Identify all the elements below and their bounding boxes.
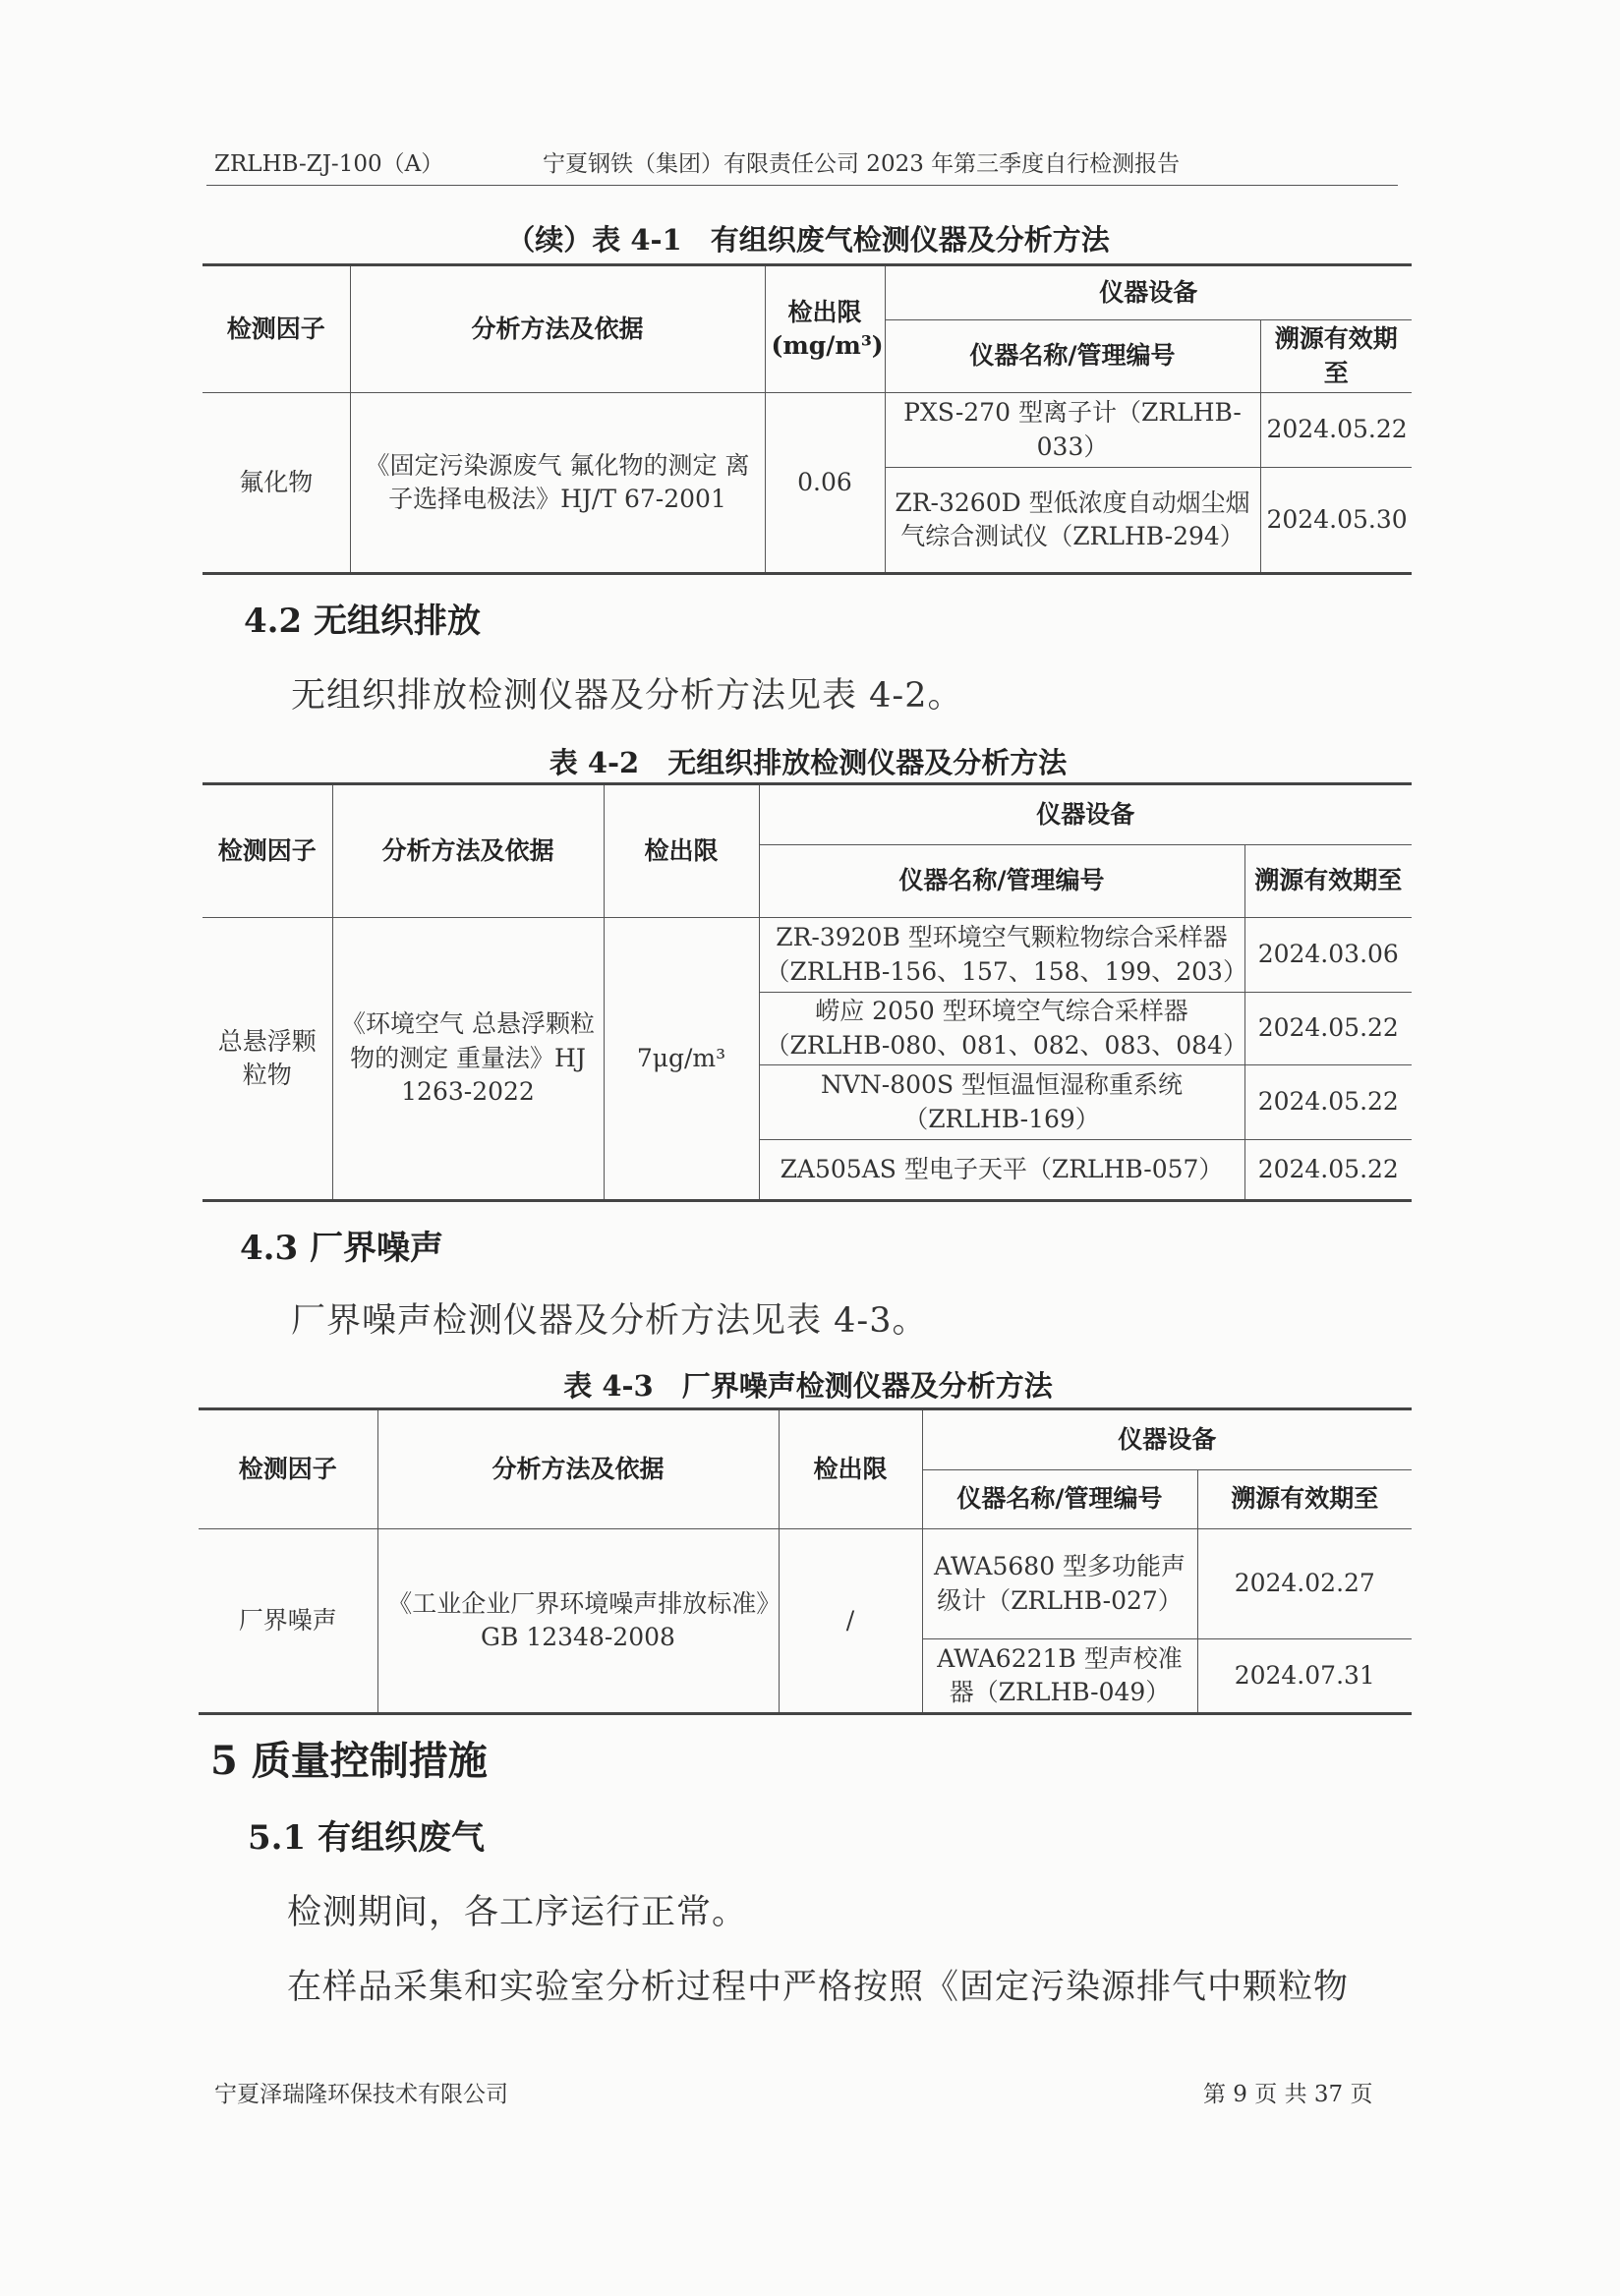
table-4-3-header-instrument: 仪器名称/管理编号: [922, 1470, 1197, 1529]
validity-cell: 2024.05.22: [1244, 993, 1412, 1065]
report-code: ZRLHB-ZJ-100（A）: [214, 151, 444, 177]
table-4-2-header-instrument: 仪器名称/管理编号: [759, 845, 1244, 918]
table-4-2-header-method: 分析方法及依据: [332, 784, 604, 918]
instrument-cell: ZA505AS 型电子天平（ZRLHB-057）: [759, 1140, 1244, 1201]
table-row: [202, 393, 1412, 468]
section-5-1-paragraph-1: 检测期间，各工序运行正常。: [287, 1893, 748, 1932]
factor-cell: 氟化物: [202, 393, 350, 574]
validity-cell: 2024.05.22: [1244, 1140, 1412, 1201]
footer-page-number: 第 9 页 共 37 页: [1203, 2082, 1373, 2107]
table-4-2-caption: 表 4-2 无组织排放检测仪器及分析方法: [549, 746, 1068, 779]
method-cell: 《工业企业厂界环境噪声排放标准》GB 12348-2008: [377, 1529, 779, 1714]
instrument-cell: NVN-800S 型恒温恒湿称重系统（ZRLHB-169）: [759, 1065, 1244, 1140]
table-4-3-header-validity: 溯源有效期至: [1197, 1470, 1412, 1529]
validity-cell: 2024.05.22: [1260, 393, 1412, 468]
table-4-2-header-equipment: 仪器设备: [759, 784, 1412, 845]
table-4-1-header-limit: 检出限 (mg/m³): [765, 265, 885, 393]
section-4-3-text: 厂界噪声检测仪器及分析方法见表 4-3。: [291, 1301, 928, 1341]
limit-unit: (mg/m³): [771, 331, 884, 360]
table-4-3-caption: 表 4-3 厂界噪声检测仪器及分析方法: [563, 1369, 1053, 1403]
table-row: [202, 918, 1412, 993]
instrument-cell: ZR-3920B 型环境空气颗粒物综合采样器（ZRLHB-156、157、158、199、203）: [759, 918, 1244, 993]
instrument-cell: AWA5680 型多功能声级计（ZRLHB-027）: [922, 1529, 1197, 1639]
instrument-cell: 崂应 2050 型环境空气综合采样器（ZRLHB-080、081、082、083、084）: [759, 993, 1244, 1065]
section-5-1-paragraph-2: 在样品采集和实验室分析过程中严格按照《固定污染源排气中颗粒物: [287, 1968, 1350, 2007]
table-row: [199, 1529, 1412, 1639]
validity-cell: 2024.07.31: [1197, 1639, 1412, 1714]
instrument-cell: PXS-270 型离子计（ZRLHB-033）: [885, 393, 1260, 468]
section-5-1-title: 5.1 有组织废气: [248, 1818, 485, 1858]
validity-cell: 2024.05.22: [1244, 1065, 1412, 1140]
table-4-2: [202, 782, 1412, 1202]
table-4-1-header-equipment: 仪器设备: [885, 265, 1412, 320]
table-4-2-header-factor: 检测因子: [202, 784, 332, 918]
footer-company: 宁夏泽瑞隆环保技术有限公司: [214, 2082, 508, 2107]
section-4-2-title: 4.2 无组织排放: [244, 602, 481, 641]
instrument-cell: ZR-3260D 型低浓度自动烟尘烟气综合测试仪（ZRLHB-294）: [885, 468, 1260, 574]
table-4-3-header-method: 分析方法及依据: [377, 1409, 779, 1529]
limit-cell: /: [779, 1529, 922, 1714]
table-4-2-header-validity: 溯源有效期至: [1244, 845, 1412, 918]
table-4-1-header-validity: 溯源有效期至: [1260, 320, 1412, 393]
validity-cell: 2024.03.06: [1244, 918, 1412, 993]
report-title: 宁夏钢铁（集团）有限责任公司 2023 年第三季度自行检测报告: [543, 151, 1181, 177]
table-4-3-header-limit: 检出限: [779, 1409, 922, 1529]
section-4-2-text: 无组织排放检测仪器及分析方法见表 4-2。: [291, 676, 963, 716]
table-4-3: [199, 1407, 1412, 1715]
validity-cell: 2024.05.30: [1260, 468, 1412, 574]
section-5-title: 5 质量控制措施: [210, 1738, 488, 1784]
method-cell: 《环境空气 总悬浮颗粒物的测定 重量法》HJ 1263-2022: [332, 918, 604, 1201]
table-4-2-header-limit: 检出限: [604, 784, 759, 918]
instrument-cell: AWA6221B 型声校准器（ZRLHB-049）: [922, 1639, 1197, 1714]
table-4-1-header-instrument: 仪器名称/管理编号: [885, 320, 1260, 393]
limit-cell: 7μg/m³: [604, 918, 759, 1201]
limit-cell: 0.06: [765, 393, 885, 574]
page-header: [206, 140, 1398, 186]
table-4-1-caption: （续）表 4-1 有组织废气检测仪器及分析方法: [506, 223, 1110, 257]
table-4-1-header-method: 分析方法及依据: [350, 265, 765, 393]
table-4-1: [202, 263, 1412, 575]
method-cell: 《固定污染源废气 氟化物的测定 离子选择电极法》HJ/T 67-2001: [350, 393, 765, 574]
table-4-3-header-factor: 检测因子: [199, 1409, 377, 1529]
table-4-1-header-factor: 检测因子: [202, 265, 350, 393]
table-4-3-header-equipment: 仪器设备: [922, 1409, 1412, 1470]
validity-cell: 2024.02.27: [1197, 1529, 1412, 1639]
factor-cell: 厂界噪声: [199, 1529, 377, 1714]
factor-cell: 总悬浮颗粒物: [202, 918, 332, 1201]
section-4-3-title: 4.3 厂界噪声: [240, 1229, 443, 1268]
